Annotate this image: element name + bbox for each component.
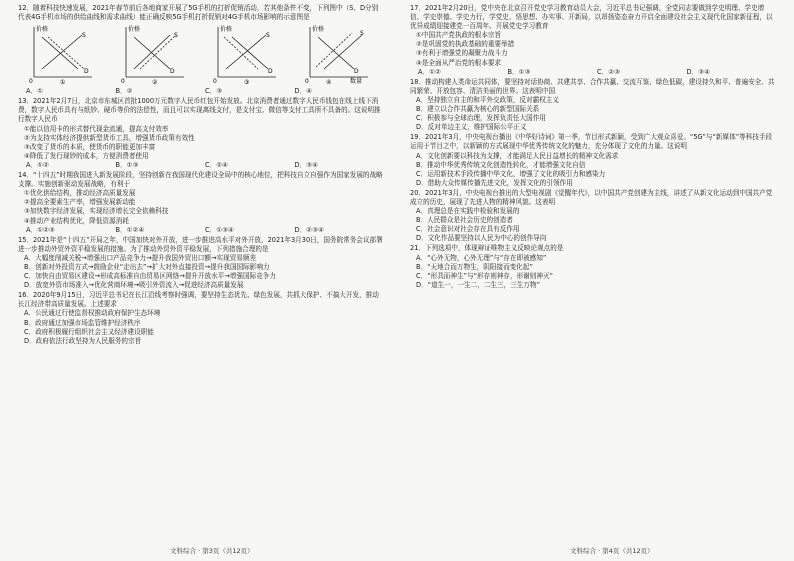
q12-option-c[interactable]: C．③	[205, 87, 223, 96]
q14-option-c[interactable]: C．①③④	[205, 225, 234, 234]
q15-option-a[interactable]: A．大幅度削减关税→增强出口产品竞争力→提升我国外贸出口额→实现贸易顺差	[24, 253, 257, 262]
q21-option-d[interactable]: D．“道生一，一生二，二生三，三生万物”	[416, 280, 541, 289]
q14-item-3: ③加快数字经济发展，实现经济增长完全依赖科技	[24, 207, 169, 216]
q20-option-d[interactable]: D．文化作品要坚持以人民为中心的创作导向	[416, 234, 547, 243]
q14-item-4: ④推动产业结构优化，降低资源消耗	[24, 216, 129, 225]
q15-option-b[interactable]: B．创新对外投资方式→鼓励企业“走出去”→扩大对外直接投资→提升我国国际影响力	[24, 262, 270, 271]
q16-option-b[interactable]: B．政府通过加强市场监管维护经济秩序	[24, 318, 141, 327]
svg-text:价格: 价格	[312, 26, 325, 34]
question-18-stem: 18．推动构建人类命运共同体，要坚持对话协商、共建共享、合作共赢、交流互鉴、绿色低碳，建设持久和平、普遍安全、共同繁荣、开放包容、清洁美丽的世界。这表明中国	[410, 77, 775, 95]
page-footer-right: 文科综合 · 第4页（共12页）	[570, 547, 654, 555]
svg-text:价格: 价格	[220, 26, 233, 34]
q14-item-1: ①优化供给结构，推动经济高质量发展	[24, 189, 136, 198]
graph-1-svg	[26, 23, 96, 85]
q21-option-b[interactable]: B．“天地合而万物生，阴阳接而变化起”	[416, 262, 533, 271]
q13-item-1: ①能以信用卡的形式替代现金流通，提高支付效率	[24, 124, 169, 133]
question-17-options	[410, 68, 776, 77]
q13-item-4: ④降低了发行现钞的成本，方便消费者使用	[24, 151, 149, 160]
graph-4-number: ④	[326, 79, 332, 86]
question-19-stem: 19．2021年3月，中央电视台播出《中华好诗词》第一季，节目形式新颖，受到广大观众喜爱。“5G”与“新媒体”等科技手段运用于节目之中，以新颖的方式展现中华优秀传统文化的魅力，充分体现了文化的力量。这说明	[410, 133, 773, 151]
graph-1	[26, 23, 96, 85]
svg-text:0: 0	[29, 78, 33, 86]
question-17	[410, 4, 776, 77]
graph-3-number: ③	[244, 79, 250, 86]
q17-item-2: ②是巩固党的执政基础的重要举措	[416, 40, 515, 49]
right-column	[410, 4, 776, 542]
question-12	[18, 4, 384, 96]
svg-text:S: S	[360, 30, 364, 38]
question-15	[18, 236, 384, 291]
graph-2	[118, 23, 188, 85]
q13-item-2: ②为支持实体经济提供新型货币工具，增强货币政策有效性	[24, 133, 195, 142]
q16-option-c[interactable]: C．政府积极履行组织社会主义经济建设职能	[24, 327, 154, 336]
question-12-options	[18, 87, 384, 96]
question-20-stem: 20．2021年3月，中央电视台推出的大型电视剧《觉醒年代》，以中国共产党创建为主线，讲述了从新文化运动到中国共产党成立的历史，展现了先进人物的精神风貌。这表明	[410, 188, 773, 206]
q14-item-2: ②提高全要素生产率，增强发展新动能	[24, 198, 136, 207]
q19-option-b[interactable]: B．推动中华优秀传统文化创造性转化，才能增强文化自信	[416, 160, 586, 169]
q18-option-c[interactable]: C．积极参与全球治理，发挥负责任大国作用	[416, 114, 546, 123]
question-12-stem: 12．随着科技快速发展，2021年春节前后各地商家开展了5G手机的打折促销活动，若其他条件不变，下列图中（S、D分别代表4G手机市场的供给曲线和需求曲线）能正确反映5G手机打折促销对4G手机市场影响的示意图是	[18, 4, 379, 22]
q14-option-d[interactable]: D．②③④	[294, 225, 324, 234]
q20-option-a[interactable]: A．真理总是在实践中检验和发展的	[416, 207, 520, 216]
q17-item-4: ④是全面从严治党的根本要求	[416, 58, 502, 67]
q15-option-d[interactable]: D．放宽外资市场准入→优化营商环境→吸引外资流入→促进经济高质量发展	[24, 281, 244, 290]
question-14-options	[18, 226, 384, 235]
q19-option-a[interactable]: A．文化创新要以科技为支撑，才能满足人民日益增长的精神文化需求	[416, 151, 619, 160]
q12-option-d[interactable]: D．④	[294, 87, 313, 96]
question-13-stem: 13．2021年2月7日，北京市东城区首批1000万元数字人民币红包开始发放。北京消费者通过数字人民币钱包在线上线下消费，数字人民币具有与纸钞、硬币等价的法偿性，而且可以实现离线支付，是支付宝、微信等支付工具所不具备的。这说明推行数字人民币	[18, 97, 381, 124]
svg-text:S: S	[174, 32, 178, 40]
svg-text:S: S	[266, 32, 270, 40]
supply-demand-graphs	[18, 23, 384, 85]
q17-item-1: ①中国共产党执政的根本宗旨	[416, 31, 502, 40]
q19-option-c[interactable]: C．运用新技术手段传播中华文化，增强了文化的吸引力和感染力	[416, 169, 606, 178]
question-19	[410, 133, 776, 188]
q18-option-b[interactable]: B．建立以合作共赢为核心的新型国际关系	[416, 105, 540, 114]
question-17-stem: 17．2021年2月20日，党中央在北京召开党史学习教育动员大会，习近平总书记强调，全党同志要做到学史明理、学史增信、学史崇德、学史力行，学党史、悟思想、办实事、开新局，以昂扬姿态奋力开启全面建设社会主义现代化国家新征程，以优异成绩迎接建党一百周年。开展党史学习教育	[410, 4, 773, 31]
svg-text:S: S	[82, 32, 86, 40]
q16-option-a[interactable]: A．公民通过行使监督权推动政府保护生态环境	[24, 309, 161, 318]
q17-item-3: ③有利于增强党的凝聚力战斗力	[416, 49, 508, 58]
graph-1-number: ①	[60, 79, 66, 86]
q13-option-c[interactable]: C．②④	[205, 160, 229, 169]
svg-text:D: D	[170, 68, 175, 76]
svg-text:价格: 价格	[128, 26, 141, 34]
question-15-stem: 15．2021年是“十四五”开局之年，中国加快对外开放，进一步推进高水平对外开放，2021年3月30日，国务院常务会议部署进一步推动外贸外资平稳发展的措施。为了推动外贸外资平稳发展，下列措施合理的是	[18, 235, 383, 253]
question-18	[410, 78, 776, 133]
q18-option-a[interactable]: A．坚持独立自主的和平外交政策，反对霸权主义	[416, 95, 559, 104]
q14-option-b[interactable]: B．①②④	[115, 225, 145, 234]
q17-option-a[interactable]: A．①②	[418, 67, 441, 76]
svg-text:D: D	[268, 68, 273, 76]
graph-3	[210, 23, 280, 85]
q13-item-3: ③改变了货币的本质，使货币的职能更加丰富	[24, 142, 156, 151]
q12-option-b[interactable]: B．②	[115, 87, 133, 96]
question-21-stem: 21．下列选项中，体现辩证唯物主义反映论观点的是	[410, 244, 564, 253]
svg-text:D: D	[84, 68, 89, 76]
question-13-options	[18, 161, 384, 170]
svg-text:D: D	[354, 68, 359, 76]
q13-option-d[interactable]: D．③④	[294, 160, 318, 169]
question-20	[410, 189, 776, 244]
graph-1-ylabel: 价格	[36, 26, 49, 34]
q21-option-c[interactable]: C．“形具而神生”与“形存则神存，形谢则神灭”	[416, 271, 553, 280]
q20-option-c[interactable]: C．社会意识对社会存在具有反作用	[416, 225, 520, 234]
graph-2-svg	[118, 23, 188, 85]
svg-text:0: 0	[305, 78, 309, 86]
question-16	[18, 291, 384, 346]
q14-option-a[interactable]: A．①②③	[26, 225, 55, 234]
question-16-stem: 16．2020年9月15日，习近平总书记在长江沿线考察时强调，要坚持生态优先、绿色发展，共抓大保护、不搞大开发，推动长江经济带高质量发展。上述要求	[18, 291, 379, 309]
q17-option-b[interactable]: B．①③	[507, 67, 531, 76]
svg-text:数量: 数量	[350, 78, 363, 86]
graph-3-svg	[210, 23, 280, 85]
page-footer-left: 文科综合 · 第3页（共12页）	[170, 547, 254, 555]
q17-option-d[interactable]: D．③④	[686, 67, 710, 76]
question-21	[410, 244, 776, 289]
q18-option-d[interactable]: D．反对单边主义，维护国际公平正义	[416, 123, 527, 132]
svg-text:0: 0	[121, 78, 125, 86]
graph-2-number: ②	[152, 79, 158, 86]
left-column	[18, 4, 384, 542]
question-13	[18, 97, 384, 170]
q13-option-b[interactable]: B．①③	[115, 160, 139, 169]
q15-option-c[interactable]: C．加快自由贸易区建设→形成高标准自由贸易区网络→提升开放水平→增强国际竞争力	[24, 272, 276, 281]
q17-option-c[interactable]: C．②③	[597, 67, 621, 76]
question-14	[18, 171, 384, 235]
svg-text:0: 0	[213, 78, 217, 86]
graph-4	[302, 23, 372, 85]
q19-option-d[interactable]: D．借助大众传媒传播先进文化，发挥文化的引领作用	[416, 178, 573, 187]
graph-4-svg	[302, 23, 372, 85]
q21-option-a[interactable]: A．“心外无物，心外无理”与“存在即被感知”	[416, 253, 547, 262]
q16-option-d[interactable]: D．政府依法行政坚持为人民服务的宗旨	[24, 336, 142, 345]
q13-option-a[interactable]: A．①②	[26, 160, 49, 169]
q20-option-b[interactable]: B．人民群众是社会历史的创造者	[416, 216, 513, 225]
q12-option-a[interactable]: A．①	[26, 87, 44, 96]
question-14-stem: 14．“十四五”时期我国进入新发展阶段，坚持创新在我国现代化建设全局中的核心地位，把科技自立自强作为国家发展的战略支撑。实施创新驱动发展战略，有利于	[18, 171, 383, 189]
